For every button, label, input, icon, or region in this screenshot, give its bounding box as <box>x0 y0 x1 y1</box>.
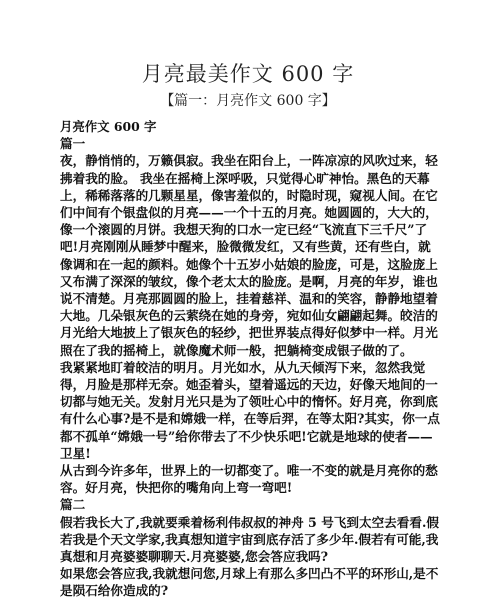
paragraph-5: 如果您会答应我,我就想问您,月球上有那么多凹凸不平的环形山,是不是陨石给你造成的? <box>60 566 439 599</box>
document-title: 月亮最美作文 600 字 <box>141 62 355 86</box>
part-two-label: 篇二 <box>60 497 86 513</box>
paragraph-2: 我紧紧地盯着皎洁的明月。月光如水，从九天倾泻下来，忽然我觉得，月脸是那样无奈。她歪着头，望着遥远的天边，好像天地间的一切都与她无关。发射月光只是为了领吐心中的惰怀。好月亮，你到底有什么心事?是不是和嫦娥一样，在等后羿，在等太阳?其实，你一点都不孤单“嫦娥一号”给你带去了不少快乐吧!它就是地球的使者——卫星! <box>60 359 440 461</box>
paragraph-4: 假若我长大了,我就要乘着杨利伟叔叔的神舟 5 号飞到太空去看看.假若我是个天文学家,我真想知道宇宙到底存活了多少年.假若有可能,我真想和月亮婆婆聊聊天.月亮婆婆,您会答应我吗? <box>60 514 439 565</box>
essay-heading: 月亮作文 600 字 <box>60 119 157 134</box>
document-subtitle: 【篇一：月亮作文 600 字】 <box>160 93 336 109</box>
essay-body <box>60 118 440 600</box>
paragraph-1: 夜，静悄悄的，万籁俱寂。我坐在阳台上，一阵凉凉的风吹过来，轻拂着我的脸。 我坐在摇椅上深呼吸，只觉得心旷神怡。黑色的天幕上，稀稀落落的几颗星星，像害羞似的，时隐时现，窥视人间。在它们中间有个银盘似的月亮——一个十五的月亮。她圆圆的，大大的，像一个滚圆的月饼。我想天狗的口水一定已经“飞流直下三千尺”了吧!月亮刚刚从睡梦中醒来，脸微微发红，又有些黄，还有些白，就像调和在一起的颜料。她像个十五岁小姑娘的脸庞，可是，这脸庞上又布满了深深的皱纹，像个老太太的脸庞。是啊，月亮的年岁，谁也说不清楚。月亮那圆圆的脸上，挂着慈祥、温和的笑容，静静地望着大地。几朵银灰色的云萦绕在她的身旁，宛如仙女翩翩起舞。皎洁的月光给大地披上了银灰色的轻纱，把世界装点得好似梦中一样。月光照在了我的摇椅上，就像魔术师一般，把躺椅变成银子做的了。 <box>60 153 438 358</box>
paragraph-3: 从古到今许多年，世界上的一切都变了。唯一不变的就是月亮你的愁容。好月亮，快把你的嘴角向上弯一弯吧! <box>60 463 438 496</box>
part-one-label: 篇一 <box>60 136 86 152</box>
